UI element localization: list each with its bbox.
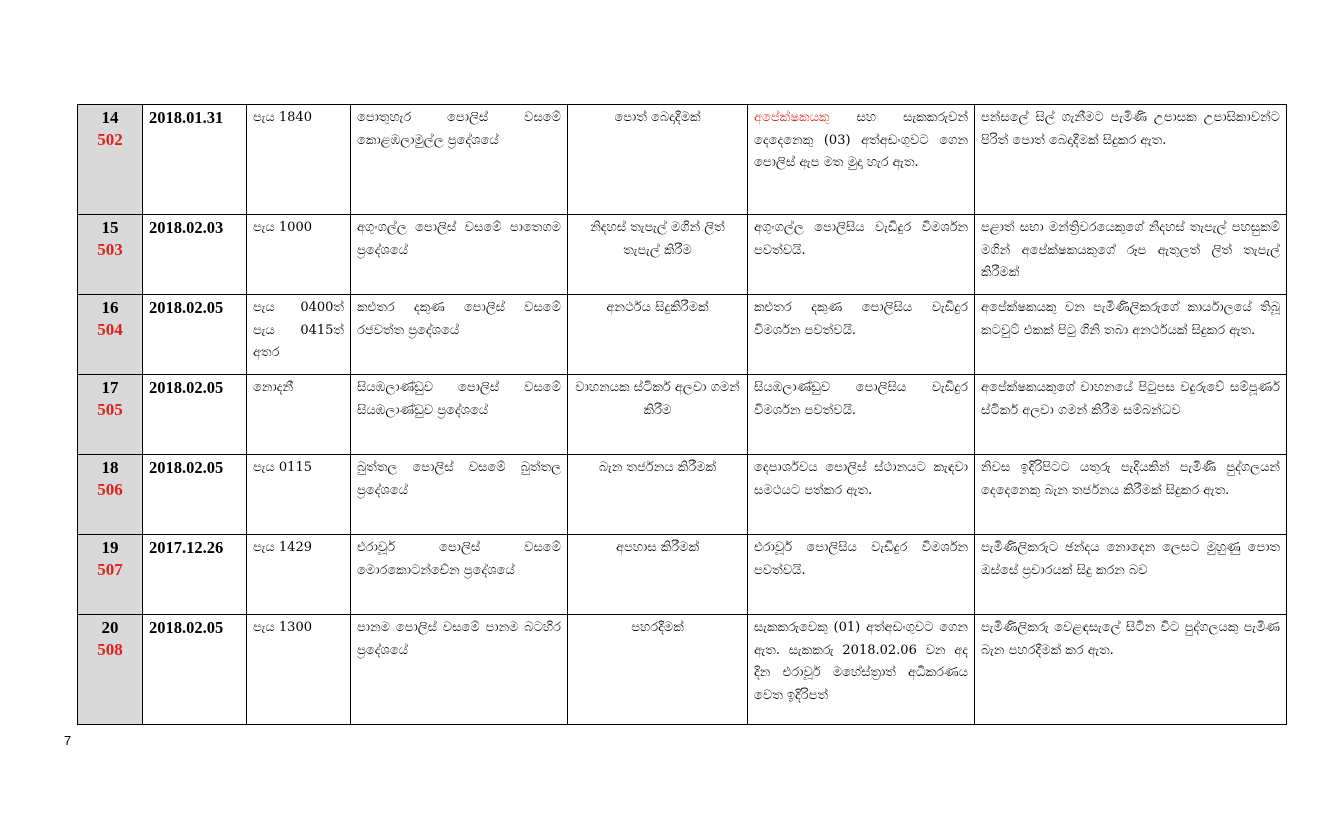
- date-value: 2018.02.03: [149, 218, 224, 237]
- row-reference: 506: [97, 480, 123, 499]
- details-cell: නිවස ඉදිරිපිටට යතුරු පැදියකින් පැමිණි පුද්ගලයන් දෙදෙනෙකු බැන තර්ජනය කිරීමක් සිදුකර ඇත.: [975, 455, 1287, 535]
- time-cell: පැය 1840: [247, 105, 351, 215]
- date-value: 2018.02.05: [149, 378, 224, 397]
- table-row: [78, 375, 1287, 455]
- incident-cell: අනර්ථය සිදුකිරීමක්: [568, 295, 748, 375]
- table-body: [78, 105, 1287, 725]
- location-cell: සියඹලාණ්ඩුව පොලිස් වසමේ සියඹලාණ්ඩුව ප්‍රදේශයේ: [351, 375, 568, 455]
- location-cell: පොතුහැර පොලිස් වසමේ කොළඹලාමුල්ල ප්‍රදේශයේ: [351, 105, 568, 215]
- action-text: අගුංගල්ල පොලිසිය වැඩිදුර විමර්ශන පවත්වයි.: [754, 220, 968, 258]
- table-row: [78, 615, 1287, 725]
- action-highlight: අපේක්ෂකයකු: [754, 110, 830, 125]
- location-cell: එරාවූර් පොලිස් වසමේ මොරකොටන්චේන ප්‍රදේශයේ: [351, 535, 568, 615]
- date-cell: [143, 215, 247, 295]
- action-cell: [748, 105, 975, 215]
- location-cell: කළුතර දකුණ පොලිස් වසමේ රජවත්ත ප්‍රදේශයේ: [351, 295, 568, 375]
- date-cell: [143, 105, 247, 215]
- date-cell: [143, 615, 247, 725]
- details-cell: පන්සලේ සිල් ගැනීමට පැමිණි උපාසක උපාසිකාවන්ට පිරිත් පොත් බෙදාදීමක් සිදුකර ඇත.: [975, 105, 1287, 215]
- action-cell: [748, 215, 975, 295]
- details-cell: අපේක්ෂකයකු වන පැමිණිලිකරුගේ කාර්යාලයේ තිබූ කටවුට් එකක් පිටු ගිනි තබා අනර්ථයක් සිදුකර ඇත.: [975, 295, 1287, 375]
- date-cell: [143, 375, 247, 455]
- action-text: දෙපාර්ශවය පොලිස් ස්ථානයට කැඳවා සමථයට පත්කර ඇත.: [754, 460, 968, 498]
- time-cell: පැය 0400ත් පැය 0415ත් අතර: [247, 295, 351, 375]
- incident-cell: නිදහස් තැපැල් මගින් ලිත් තැපැල් කිරීම: [568, 215, 748, 295]
- row-number-cell: [78, 105, 143, 215]
- row-number-cell: [78, 535, 143, 615]
- details-cell: පළාත් සභා මන්ත්‍රිවරයෙකුගේ නිදහස් තැපැල් පහසුකම් මගින් අපේක්ෂකයකුගේ රූප ඇතුලත් ලිත් තැපැල් කිරීමක්: [975, 215, 1287, 295]
- action-cell: [748, 535, 975, 615]
- date-value: 2017.12.26: [149, 538, 224, 557]
- location-cell: පානම පොලිස් වසමේ පානම බටහිර ප්‍රදේශයේ: [351, 615, 568, 725]
- table-row: [78, 215, 1287, 295]
- row-number-cell: [78, 455, 143, 535]
- incident-cell: පහරදීමක්: [568, 615, 748, 725]
- details-cell: අපේක්ෂකයකුගේ වාහනයේ පිටුපස වදුරුවේ සම්පූර්ණ ස්ටිකර් අලවා ගමන් කිරීම සම්බන්ධව: [975, 375, 1287, 455]
- action-text: කළුතර දකුණ පොලිසිය වැඩිදුර විමර්ශන පවත්වයි.: [754, 300, 968, 338]
- action-text: සැකකරුවෙකු (01) අත්අඩංගුවට ගෙන ඇත. සැකකරු 2018.02.06 වන අද දින එරාවූර් මහේස්ත්‍රාත් අධිකරණය වෙත ඉදිරිපත්: [754, 620, 968, 703]
- row-reference: 505: [97, 400, 123, 419]
- row-number-cell: [78, 375, 143, 455]
- row-number: 19: [101, 538, 119, 557]
- row-number: 20: [101, 618, 119, 637]
- incident-cell: පොත් බෙදාදීමක්: [568, 105, 748, 215]
- date-cell: [143, 535, 247, 615]
- row-number: 15: [101, 218, 119, 237]
- row-reference: 507: [97, 560, 123, 579]
- row-reference: 508: [97, 640, 123, 659]
- date-value: 2018.02.05: [149, 298, 224, 317]
- table-row: [78, 455, 1287, 535]
- incident-cell: අපහාස කිරීමක්: [568, 535, 748, 615]
- table-row: [78, 295, 1287, 375]
- location-cell: බුත්තල පොලිස් වසමේ බුත්තල ප්‍රදේශයේ: [351, 455, 568, 535]
- row-number-cell: [78, 615, 143, 725]
- time-cell: පැය 1300: [247, 615, 351, 725]
- time-cell: පැය 0115: [247, 455, 351, 535]
- time-cell: පැය 1429: [247, 535, 351, 615]
- incident-table: [77, 104, 1287, 725]
- location-cell: අගුංගල්ල පොලිස් වසමේ පාතෙගම ප්‍රදේශයේ: [351, 215, 568, 295]
- action-cell: [748, 295, 975, 375]
- date-value: 2018.02.05: [149, 618, 224, 637]
- incident-cell: වාහනයක ස්ටිකර් අලවා ගමන් කිරීම: [568, 375, 748, 455]
- row-reference: 504: [97, 320, 123, 339]
- date-value: 2018.01.31: [149, 108, 224, 127]
- row-number-cell: [78, 215, 143, 295]
- action-cell: [748, 615, 975, 725]
- row-reference: 502: [97, 130, 123, 149]
- page-number: 7: [64, 733, 72, 748]
- table-row: [78, 535, 1287, 615]
- action-cell: [748, 455, 975, 535]
- row-number: 18: [101, 458, 119, 477]
- row-number: 16: [101, 298, 119, 317]
- action-text: සියඹලාණ්ඩුව පොලිසිය වැඩිදුර විමර්ශන පවත්වයි.: [754, 380, 968, 418]
- time-cell: පැය 1000: [247, 215, 351, 295]
- date-value: 2018.02.05: [149, 458, 224, 477]
- date-cell: [143, 295, 247, 375]
- row-number-cell: [78, 295, 143, 375]
- row-number: 14: [101, 108, 119, 127]
- row-number: 17: [101, 378, 119, 397]
- details-cell: පැමිණිලිකරුට ඡන්දය නොදෙන ලෙසට මුහුණු පොත ඔස්සේ ප්‍රචාරයක් සිදු කරන බව: [975, 535, 1287, 615]
- incident-cell: බැන තර්ජනය කිරීමක්: [568, 455, 748, 535]
- row-reference: 503: [97, 240, 123, 259]
- details-cell: පැමිණිලිකරු වෙළඳසැලේ සිටින විට පුද්ගලයකු පැමිණ බැන පහරදීමක් කර ඇත.: [975, 615, 1287, 725]
- time-cell: නොදනී: [247, 375, 351, 455]
- action-cell: [748, 375, 975, 455]
- table-row: [78, 105, 1287, 215]
- action-text: එරාවූර් පොලිසිය වැඩිදුර විමර්ශන පවත්වයි.: [754, 540, 968, 578]
- date-cell: [143, 455, 247, 535]
- action-text: සහ සැකකරුවන් දෙදෙනෙකු (03) අත්අඩංගුවට ගෙන පොලිස් ඇප මත මුදා හැර ඇත.: [754, 110, 968, 170]
